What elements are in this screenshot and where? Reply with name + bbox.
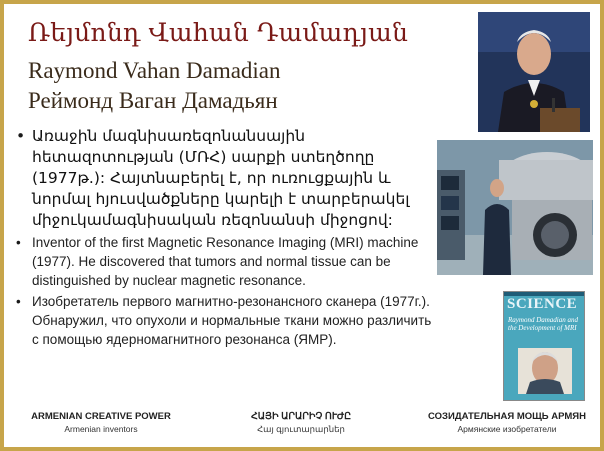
title-russian: Реймонд Ваган Дамадьян (28, 88, 278, 113)
bullet-russian: • Изобретатель первого магнитно-резонансного сканера (1977г.). Обнаружил, что опухоли и нормальные ткани можно различить с помощью ядерномагнитного резонанса (ЯМР). (14, 292, 434, 349)
bullet-english: • Inventor of the first Magnetic Resonance Imaging (MRI) machine (1977). He discovered that tumors and normal tissue can be distinguished by nuclear magnetic resonance. (14, 233, 434, 290)
book-cover (503, 291, 585, 401)
title-armenian: Ռեյմոնդ Վահան Դամադյան (28, 18, 409, 47)
book-subtitle: Raymond Damadian and the Development of MRI (508, 316, 578, 332)
portrait-photo (478, 12, 590, 132)
footer-middle (226, 411, 376, 435)
description-list (14, 126, 434, 349)
mri-machine-photo (437, 140, 593, 275)
footer-right (422, 411, 592, 434)
bullet-armenian: • Առաջին մագնիսառեզոնանսային հետազոտության (ՄՌՀ) սարքի ստեղծողը (1977թ.): Հայտնաբերել է, որ ուռուցքային և նորմալ հյուսվածքները կարելի է տարբերակել միջուկամագնիսական ռեզոնանսի միջոցով: (14, 126, 434, 231)
footer (4, 411, 600, 447)
footer-left (26, 411, 176, 434)
footer-middle-subtitle: Հայ գյուտարարներ (257, 424, 345, 434)
title-english: Raymond Vahan Damadian (28, 58, 281, 83)
footer-left-subtitle: Armenian inventors (64, 424, 138, 434)
footer-right-title: СОЗИДАТЕЛЬНАЯ МОЩЬ АРМЯН (428, 411, 586, 422)
footer-middle-title: ՀԱՅԻ ԱՐԱՐԻՉ ՈՒԺԸ (250, 411, 352, 422)
footer-right-subtitle: Армянские изобретатели (457, 424, 557, 434)
book-title: SCIENCE (507, 296, 578, 312)
footer-left-title: ARMENIAN CREATIVE POWER (31, 411, 171, 422)
